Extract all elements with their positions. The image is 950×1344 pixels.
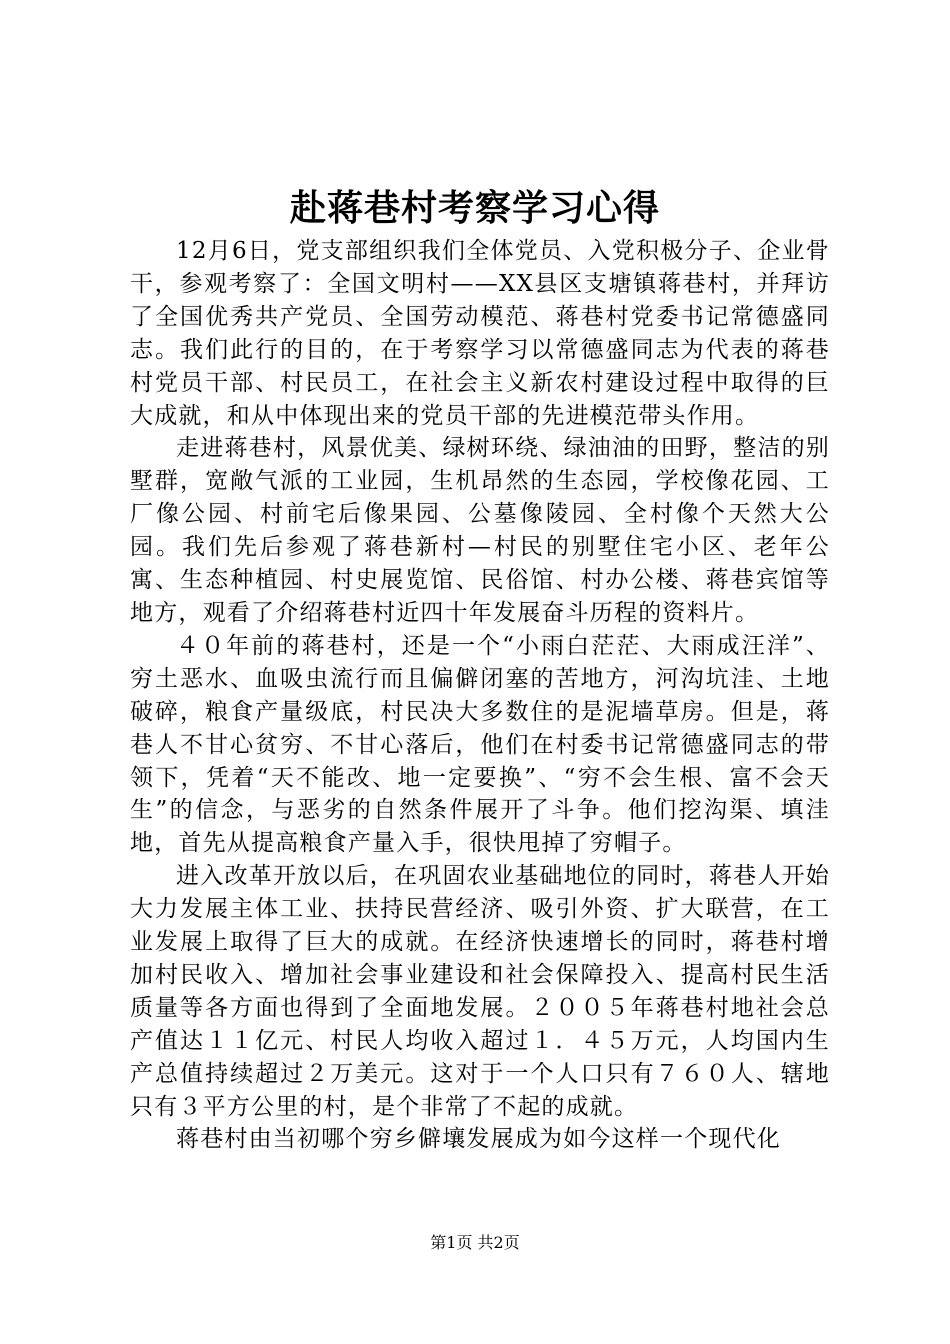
page-footer: 第1页 共2页 <box>430 1233 520 1252</box>
document-body <box>130 235 830 1156</box>
paragraph-1: 12月6日，党支部组织我们全体党员、入党积极分子、企业骨干，参观考察了：全国文明村——XX县区支塘镇蒋巷村，并拜访了全国优秀共产党员、全国劳动模范、蒋巷村党委书记常德盛同志。我们此行的目的，在于考察学习以常德盛同志为代表的蒋巷村党员干部、村民员工，在社会主义新农村建设过程中取得的巨大成就，和从中体现出来的党员干部的先进模范带头作用。 <box>130 238 830 429</box>
document-title: 赴蒋巷村考察学习心得 <box>289 187 660 229</box>
paragraph-2: 走进蒋巷村，风景优美、绿树环绕、绿油油的田野，整洁的别墅群，宽敞气派的工业园，生机昂然的生态园，学校像花园、工厂像公园、村前宅后像果园、公墓像陵园、全村像个天然大公园。我们先后参观了蒋巷新村—村民的别墅住宅小区、老年公寓、生态种植园、村史展览馆、民俗馆、村办公楼、蒋巷宾馆等地方，观看了介绍蒋巷村近四十年发展奋斗历程的资料片。 <box>130 435 830 626</box>
paragraph-4: 进入改革开放以后，在巩固农业基础地位的同时，蒋巷人开始大力发展主体工业、扶持民营经济、吸引外资、扩大联营，在工业发展上取得了巨大的成就。在经济快速增长的同时，蒋巷村增加村民收入、增加社会事业建设和社会保障投入、提高村民生活质量等各方面也得到了全面地发展。２００５年蒋巷村地社会总产值达１１亿元、村民人均收入超过１．４５万元，人均国内生产总值持续超过２万美元。这对于一个人口只有７６０人、辖地只有３平方公里的村，是个非常了不起的成就。 <box>130 863 830 1120</box>
paragraph-5: 蒋巷村由当初哪个穷乡僻壤发展成为如今这样一个现代化 <box>176 1126 781 1153</box>
paragraph-3: ４０年前的蒋巷村，还是一个“小雨白茫茫、大雨成汪洋”、穷土恶水、血吸虫流行而且偏僻闭塞的苦地方，河沟坑洼、土地破碎，粮食产量级底，村民决大多数住的是泥墙草房。但是，蒋巷人不甘心贫穷、不甘心落后，他们在村委书记常德盛同志的带领下，凭着“天不能改、地一定要换”、“穷不会生根、富不会天生”的信念，与恶劣的自然条件展开了斗争。他们挖沟渠、填洼地，首先从提高粮食产量入手，很快甩掉了穷帽子。 <box>130 632 830 857</box>
